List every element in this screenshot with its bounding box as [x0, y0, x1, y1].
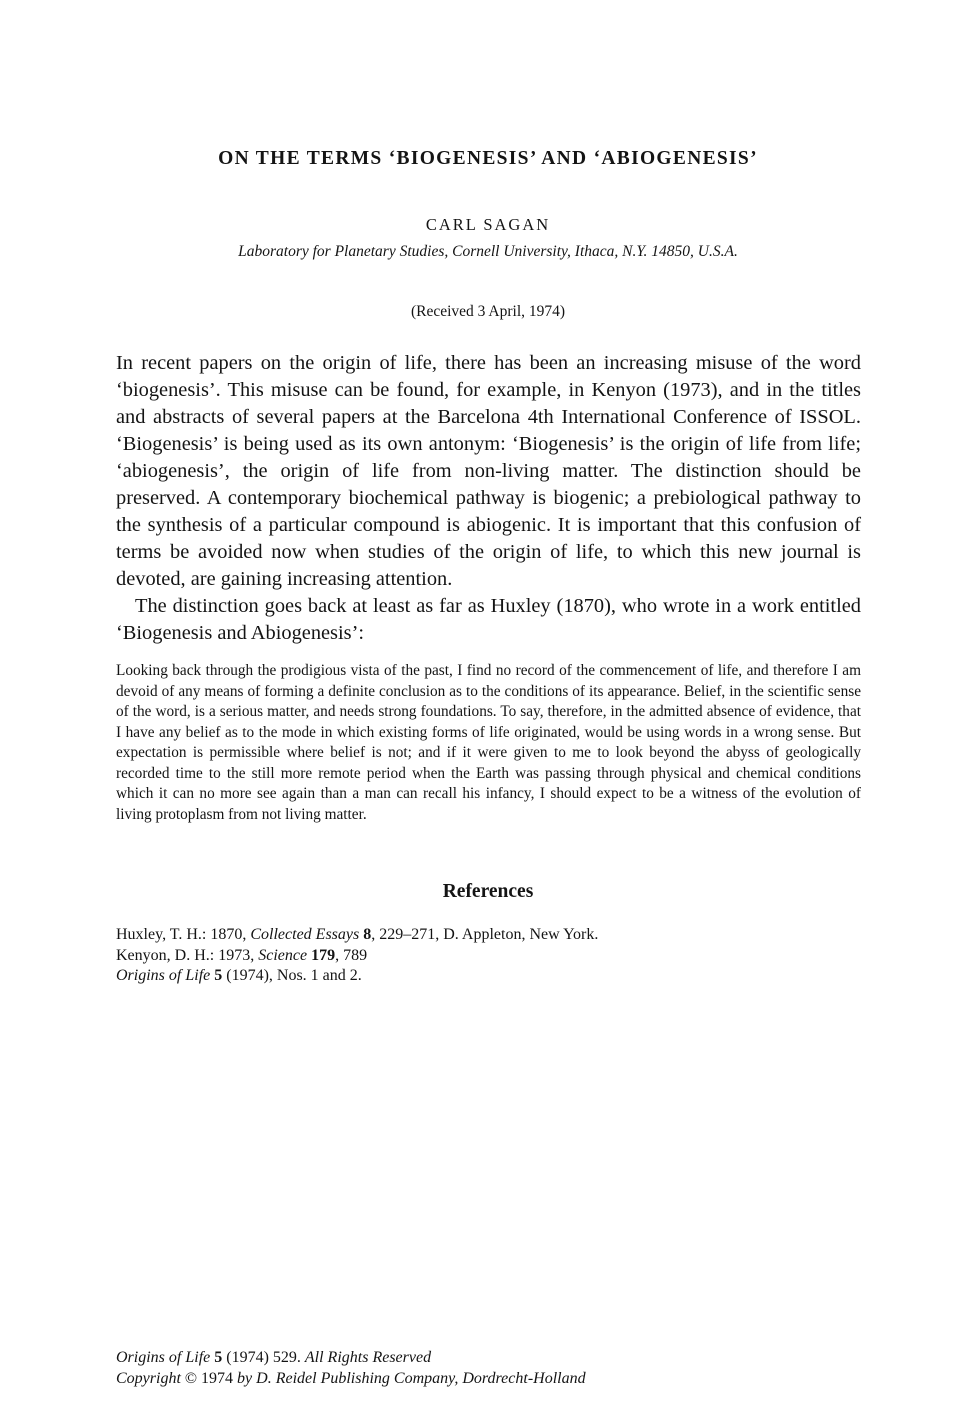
- reference-item: [116, 966, 861, 987]
- reference-volume: 5: [214, 967, 223, 984]
- reference-volume: 179: [311, 946, 336, 964]
- page-footer: [116, 1347, 861, 1389]
- reference-details: (1974), Nos. 1 and 2.: [222, 967, 362, 984]
- footer-citation: [116, 1347, 861, 1368]
- main-body: [116, 350, 861, 647]
- reference-item: [116, 946, 861, 967]
- copyright-year: 1974: [201, 1370, 234, 1387]
- footer-rights: All Rights Reserved: [304, 1349, 432, 1366]
- copyright-label: Copyright: [116, 1370, 181, 1387]
- references-heading: References: [442, 881, 534, 902]
- author-affiliation: Laboratory for Planetary Studies, Cornell University, Ithaca, N.Y. 14850, U.S.A.: [238, 243, 738, 260]
- reference-source-title: Origins of Life: [116, 967, 211, 984]
- footer-copyright: [116, 1368, 861, 1389]
- reference-source-title: Collected Essays: [250, 926, 360, 943]
- footer-year-page: (1974) 529.: [222, 1349, 305, 1366]
- body-paragraph-2: The distinction goes back at least as far as Huxley (1870), who wrote in a work entitled ‘Biogenesis and Abiogenesis’:: [116, 595, 861, 644]
- reference-details: , 789: [335, 946, 368, 964]
- author-name: CARL SAGAN: [425, 215, 551, 234]
- huxley-quotation: Looking back through the prodigious vista of the past, I find no record of the commencement of life, and therefore I am devoid of any means of forming a definite conclusion as to the conditions of its appearance. Belief, in the scientific sense of the word, is a serious matter, and needs strong foundations. To say, therefore, in the admitted absence of evidence, that I have any belief as to the mode in which existing forms of life originated, would be using words in a wrong sense. But expectation is permissible where belief is not; and if it were given to me to look beyond the abyss of geologically recorded time to the still more remote period when the Earth was passing through physical and chemical conditions which it can no more see again than a man can recall his infancy, I should expect to be a witness of the evolution of living protoplasm from not living matter.: [116, 662, 861, 823]
- body-paragraph-1: In recent papers on the origin of life, there has been an increasing misuse of the word ‘biogenesis’. This misuse can be found, for example, in Kenyon (1973), and in the titles and abstracts of several papers at the Barcelona 4th International Conference of ISSOL. ‘Biogenesis’ is being used as its own antonym: ‘Biogenesis’ is the origin of life from life; ‘abiogenesis’, the origin of life from non-living matter. The distinction should be preserved. A contemporary biochemical pathway is biogenic; a prebiological pathway to the synthesis of a particular compound is abiogenic. It is important that this confusion of terms be avoided now when studies of the origin of life, to which this new journal is devoted, are gaining increasing attention.: [116, 352, 861, 590]
- reference-volume: 8: [363, 926, 372, 943]
- references-list: [116, 925, 861, 987]
- paper-title: ON THE TERMS ‘BIOGENESIS’ AND ‘ABIOGENESIS’: [218, 148, 758, 169]
- copyright-publisher: by D. Reidel Publishing Company, Dordrecht-Holland: [233, 1370, 586, 1387]
- reference-text: Huxley, T. H.: 1870,: [116, 926, 251, 943]
- footer-volume: 5: [214, 1349, 223, 1366]
- reference-text: Kenyon, D. H.: 1973,: [116, 946, 259, 964]
- reference-item: [116, 925, 861, 946]
- reference-source-title: Science: [258, 946, 308, 964]
- footer-journal: Origins of Life: [116, 1349, 211, 1366]
- copyright-symbol: ©: [180, 1370, 202, 1387]
- received-date: (Received 3 April, 1974): [410, 303, 566, 320]
- reference-details: , 229–271, D. Appleton, New York.: [371, 926, 599, 943]
